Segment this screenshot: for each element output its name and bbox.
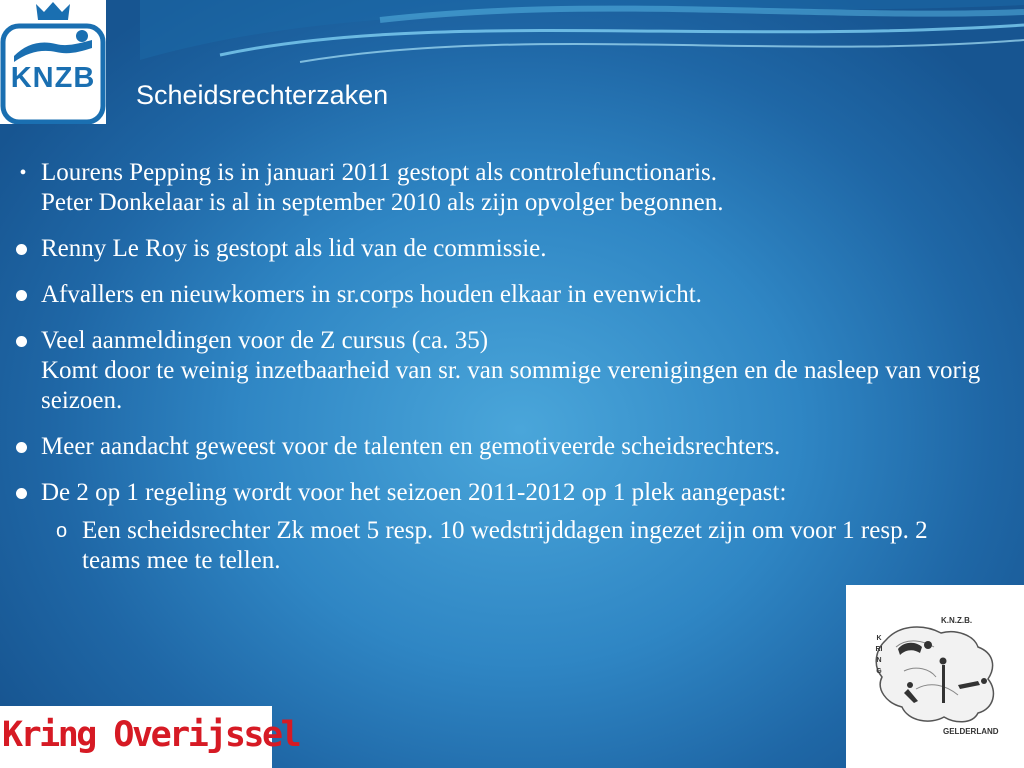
bullet-item	[12, 158, 1012, 218]
gelderland-knzb-text: K.N.Z.B.	[941, 616, 973, 625]
header-swoosh	[0, 0, 1024, 140]
bullet-dot	[16, 336, 27, 347]
bullet-text: Renny Le Roy is gestopt als lid van de commissie.	[41, 235, 547, 262]
bullet-text: De 2 op 1 regeling wordt voor het seizoen 2011-2012 op 1 plek aangepast:	[41, 479, 787, 506]
bullet-item	[12, 432, 1012, 462]
knzb-logo-text: KNZB	[10, 62, 96, 94]
bullet-marker: •	[19, 162, 27, 184]
bullet-text: Lourens Pepping is in januari 2011 gestopt als controlefunctionaris.	[41, 159, 718, 186]
bullet-text: Afvallers en nieuwkomers in sr.corps houden elkaar in evenwicht.	[41, 281, 702, 308]
kring-gelderland-logo	[846, 585, 1024, 768]
bullet-text: Veel aanmeldingen voor de Z cursus (ca. 35)	[41, 327, 489, 354]
slide-title: Scheidsrechterzaken	[136, 80, 389, 110]
sub-bullet-text: Een scheidsrechter Zk moet 5 resp. 10 wedstrijddagen ingezet zijn om voor 1 resp. 2 teams mee te tellen.	[82, 517, 928, 574]
crown-icon	[36, 2, 70, 20]
sub-bullet-item	[12, 516, 1012, 576]
bullet-item	[12, 326, 1012, 416]
bullet-dot	[16, 290, 27, 301]
bullet-dot	[16, 244, 27, 255]
bullet-text: Komt door te weinig inzetbaarheid van sr. van sommige verenigingen en de nasleep van vorig seizoen.	[41, 357, 981, 414]
bullet-item	[12, 478, 1012, 508]
sub-bullet-marker: o	[56, 520, 68, 542]
bullet-item	[12, 280, 1012, 310]
bullet-dot	[16, 488, 27, 499]
knzb-logo	[0, 0, 106, 124]
gelderland-map-icon	[876, 627, 993, 722]
swimmer-icon	[14, 30, 92, 62]
kring-overijssel-logo	[0, 706, 300, 768]
gelderland-kring-text: KRING	[875, 635, 883, 675]
bullet-text: Meer aandacht geweest voor de talenten en gemotiveerde scheidsrechters.	[41, 433, 781, 460]
bullet-item	[12, 234, 1012, 264]
kring-overijssel-text: Kring Overijssel	[2, 715, 300, 755]
bullet-text: Peter Donkelaar is al in september 2010 als zijn opvolger begonnen.	[41, 189, 724, 216]
gelderland-name-text: GELDERLAND	[943, 727, 999, 736]
bullet-dot	[16, 442, 27, 453]
bullet-list	[12, 158, 1012, 576]
